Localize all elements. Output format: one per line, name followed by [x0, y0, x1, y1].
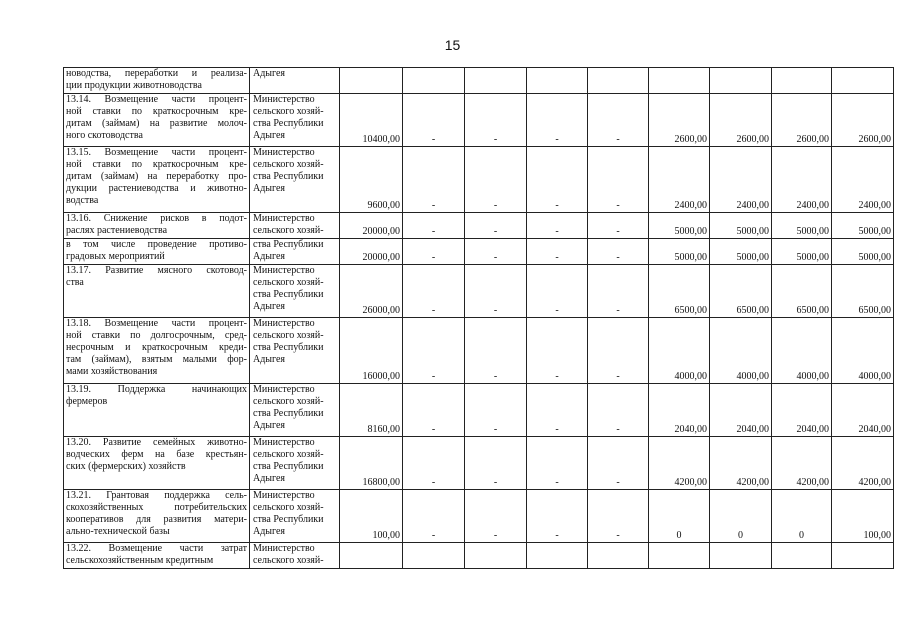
description-line: 13.22. Возмещение части затрат — [66, 543, 247, 554]
amount-cell: 0 — [772, 490, 832, 543]
executor-line: ства Республики — [253, 514, 324, 525]
description-line: водства — [66, 195, 99, 206]
description-line: дитам (займам) на развитие молоч- — [66, 118, 247, 129]
amount-cell: 2040,00 — [649, 384, 710, 437]
description-line: сельскохозяйственным кредитным — [66, 555, 214, 566]
executor-line: ства Республики — [253, 171, 324, 182]
description-line: водческих ферм на базе крестьян- — [66, 449, 247, 460]
amount-cell: - — [527, 318, 588, 384]
executor-line: Министерство — [253, 94, 315, 105]
amount-cell: - — [527, 94, 588, 147]
measure-description — [64, 213, 250, 239]
description-line: фермеров — [66, 396, 108, 407]
amount-cell: 5000,00 — [710, 239, 772, 265]
amount-cell — [772, 68, 832, 94]
total-amount-cell: 10400,00 — [340, 94, 403, 147]
executor-line: ства Республики — [253, 118, 324, 129]
executor-line: Адыгея — [253, 301, 286, 312]
amount-cell: 6500,00 — [649, 265, 710, 318]
amount-cell — [465, 543, 527, 569]
amount-cell: - — [588, 213, 649, 239]
amount-cell: - — [465, 147, 527, 213]
executor-line: Министерство — [253, 318, 315, 329]
amount-cell: 4200,00 — [772, 437, 832, 490]
executor-line: Министерство — [253, 543, 315, 554]
amount-cell — [649, 68, 710, 94]
amount-cell — [527, 68, 588, 94]
description-line: ции продукции животноводства — [66, 80, 202, 91]
description-line: 13.16. Снижение рисков в подот- — [66, 213, 247, 224]
amount-cell: - — [403, 147, 465, 213]
amount-cell: - — [403, 384, 465, 437]
amount-cell: - — [465, 318, 527, 384]
amount-cell: 4000,00 — [710, 318, 772, 384]
table-row — [64, 437, 894, 490]
total-amount-cell: 100,00 — [340, 490, 403, 543]
executor-line: ства Республики — [253, 408, 324, 419]
amount-cell: 2400,00 — [710, 147, 772, 213]
description-line: ной ставки по краткосрочным кре- — [66, 159, 247, 170]
executor-line: Министерство — [253, 384, 315, 395]
executor-line: Адыгея — [253, 183, 286, 194]
total-amount-cell: 8160,00 — [340, 384, 403, 437]
executor-line: Адыгея — [253, 130, 286, 141]
amount-cell: 4000,00 — [772, 318, 832, 384]
measure-description — [64, 437, 250, 490]
measure-description — [64, 147, 250, 213]
description-line: новодства, переработки и реализа- — [66, 68, 247, 79]
amount-cell — [588, 68, 649, 94]
amount-cell — [403, 543, 465, 569]
executor-line: сельского хозяй- — [253, 277, 324, 288]
description-line: ских (фермерских) хозяйств — [66, 461, 186, 472]
executor-line: ства Республики — [253, 461, 324, 472]
description-line: скохозяйственных потребительских — [66, 502, 247, 513]
measure-description — [64, 318, 250, 384]
amount-cell: 100,00 — [832, 490, 894, 543]
amount-cell: - — [465, 490, 527, 543]
table-row — [64, 68, 894, 94]
measure-description — [64, 68, 250, 94]
executor-line: ства Республики — [253, 239, 324, 250]
total-amount-cell: 20000,00 — [340, 213, 403, 239]
amount-cell: 2600,00 — [649, 94, 710, 147]
description-line: в том числе проведение противо- — [66, 239, 247, 250]
amount-cell: - — [465, 239, 527, 265]
amount-cell — [710, 68, 772, 94]
executor-line: Министерство — [253, 265, 315, 276]
total-amount-cell: 16000,00 — [340, 318, 403, 384]
table-row — [64, 490, 894, 543]
amount-cell: 5000,00 — [710, 213, 772, 239]
description-line: раслях растениеводства — [66, 225, 168, 236]
amount-cell: 2400,00 — [832, 147, 894, 213]
amount-cell: 6500,00 — [710, 265, 772, 318]
executor — [250, 213, 340, 239]
amount-cell — [403, 68, 465, 94]
amount-cell: 2400,00 — [772, 147, 832, 213]
executor-line: ства Республики — [253, 289, 324, 300]
total-amount-cell: 26000,00 — [340, 265, 403, 318]
total-amount-cell — [340, 68, 403, 94]
amount-cell — [527, 543, 588, 569]
executor — [250, 68, 340, 94]
executor-line: Адыгея — [253, 251, 286, 262]
amount-cell: - — [588, 147, 649, 213]
executor — [250, 437, 340, 490]
executor — [250, 384, 340, 437]
amount-cell: 4200,00 — [710, 437, 772, 490]
amount-cell: - — [403, 239, 465, 265]
executor — [250, 318, 340, 384]
total-amount-cell: 9600,00 — [340, 147, 403, 213]
amount-cell: - — [465, 384, 527, 437]
amount-cell: - — [465, 265, 527, 318]
description-line: 13.17. Развитие мясного скотовод- — [66, 265, 247, 276]
executor-line: сельского хозяй- — [253, 555, 324, 566]
description-line: ства — [66, 277, 84, 288]
measure-description — [64, 384, 250, 437]
amount-cell: - — [403, 94, 465, 147]
amount-cell: - — [527, 213, 588, 239]
executor-line: Министерство — [253, 437, 315, 448]
table-row — [64, 213, 894, 239]
program-table — [63, 67, 894, 569]
description-line: 13.21. Грантовая поддержка сель- — [66, 490, 247, 501]
executor-line: сельского хозяй- — [253, 502, 324, 513]
table-row — [64, 94, 894, 147]
executor-line: сельского хозяй- — [253, 225, 324, 236]
executor-line: Министерство — [253, 213, 315, 224]
executor-line: Адыгея — [253, 354, 286, 365]
total-amount-cell: 16800,00 — [340, 437, 403, 490]
table-row — [64, 318, 894, 384]
description-line: ально-технической базы — [66, 526, 170, 537]
amount-cell — [772, 543, 832, 569]
executor-line: Адыгея — [253, 526, 286, 537]
total-amount-cell — [340, 543, 403, 569]
amount-cell: - — [403, 490, 465, 543]
amount-cell: 2600,00 — [772, 94, 832, 147]
page-number: 15 — [444, 37, 461, 53]
amount-cell: - — [588, 490, 649, 543]
amount-cell: 5000,00 — [772, 213, 832, 239]
amount-cell: - — [527, 384, 588, 437]
amount-cell: - — [588, 239, 649, 265]
executor-line: сельского хозяй- — [253, 396, 324, 407]
amount-cell — [832, 543, 894, 569]
measure-description — [64, 239, 250, 265]
amount-cell: 6500,00 — [832, 265, 894, 318]
table-row — [64, 384, 894, 437]
executor-line: сельского хозяй- — [253, 159, 324, 170]
amount-cell: - — [465, 437, 527, 490]
executor-line: Министерство — [253, 490, 315, 501]
description-line: ной ставки по краткосрочным кре- — [66, 106, 247, 117]
executor-line: сельского хозяй- — [253, 449, 324, 460]
executor-line: Адыгея — [253, 68, 286, 79]
amount-cell: 2600,00 — [710, 94, 772, 147]
executor-line: сельского хозяй- — [253, 106, 324, 117]
amount-cell: - — [588, 437, 649, 490]
amount-cell: - — [403, 265, 465, 318]
executor — [250, 147, 340, 213]
executor-line: Министерство — [253, 147, 315, 158]
table-row — [64, 543, 894, 569]
amount-cell: 2040,00 — [772, 384, 832, 437]
description-line: несрочным и краткосрочным креди- — [66, 342, 247, 353]
amount-cell: 5000,00 — [772, 239, 832, 265]
description-line: градовых мероприятий — [66, 251, 165, 262]
amount-cell: 4200,00 — [832, 437, 894, 490]
amount-cell: - — [527, 490, 588, 543]
amount-cell — [588, 543, 649, 569]
amount-cell: - — [403, 318, 465, 384]
amount-cell — [832, 68, 894, 94]
description-line: там (займам), взятым малыми фор- — [66, 354, 247, 365]
amount-cell: - — [403, 437, 465, 490]
executor — [250, 543, 340, 569]
table-row — [64, 265, 894, 318]
amount-cell: 2040,00 — [832, 384, 894, 437]
amount-cell: - — [588, 265, 649, 318]
executor — [250, 265, 340, 318]
amount-cell: - — [465, 213, 527, 239]
table-row — [64, 239, 894, 265]
measure-description — [64, 265, 250, 318]
description-line: дукции растениеводства и животно- — [66, 183, 247, 194]
amount-cell: - — [588, 384, 649, 437]
amount-cell: 4000,00 — [649, 318, 710, 384]
amount-cell — [465, 68, 527, 94]
amount-cell: 5000,00 — [649, 213, 710, 239]
measure-description — [64, 94, 250, 147]
executor-line: Адыгея — [253, 473, 286, 484]
description-line: мами хозяйствования — [66, 366, 158, 377]
description-line: 13.18. Возмещение части процент- — [66, 318, 247, 329]
executor — [250, 94, 340, 147]
amount-cell: 2600,00 — [832, 94, 894, 147]
amount-cell: - — [527, 437, 588, 490]
amount-cell: - — [527, 147, 588, 213]
amount-cell: 5000,00 — [832, 213, 894, 239]
amount-cell: 0 — [710, 490, 772, 543]
executor-line: Адыгея — [253, 420, 286, 431]
amount-cell: 2400,00 — [649, 147, 710, 213]
amount-cell: 6500,00 — [772, 265, 832, 318]
amount-cell: 5000,00 — [649, 239, 710, 265]
executor — [250, 490, 340, 543]
amount-cell — [710, 543, 772, 569]
amount-cell: 0 — [649, 490, 710, 543]
amount-cell: - — [527, 239, 588, 265]
measure-description — [64, 490, 250, 543]
amount-cell: 5000,00 — [832, 239, 894, 265]
executor-line: ства Республики — [253, 342, 324, 353]
amount-cell: 4000,00 — [832, 318, 894, 384]
measure-description — [64, 543, 250, 569]
amount-cell: - — [588, 94, 649, 147]
amount-cell: - — [465, 94, 527, 147]
total-amount-cell: 20000,00 — [340, 239, 403, 265]
executor — [250, 239, 340, 265]
amount-cell: 2040,00 — [710, 384, 772, 437]
table-row — [64, 147, 894, 213]
amount-cell — [649, 543, 710, 569]
amount-cell: - — [527, 265, 588, 318]
amount-cell: 4200,00 — [649, 437, 710, 490]
amount-cell: - — [403, 213, 465, 239]
description-line: 13.14. Возмещение части процент- — [66, 94, 247, 105]
description-line: 13.20. Развитие семейных животно- — [66, 437, 247, 448]
amount-cell: - — [588, 318, 649, 384]
description-line: ной ставки по долгосрочным, сред- — [66, 330, 247, 341]
description-line: 13.15. Возмещение части процент- — [66, 147, 247, 158]
description-line: ного скотоводства — [66, 130, 143, 141]
description-line: кооперативов для развития матери- — [66, 514, 247, 525]
executor-line: сельского хозяй- — [253, 330, 324, 341]
description-line: дитам (займам) на переработку про- — [66, 171, 247, 182]
description-line: 13.19. Поддержка начинающих — [66, 384, 247, 395]
